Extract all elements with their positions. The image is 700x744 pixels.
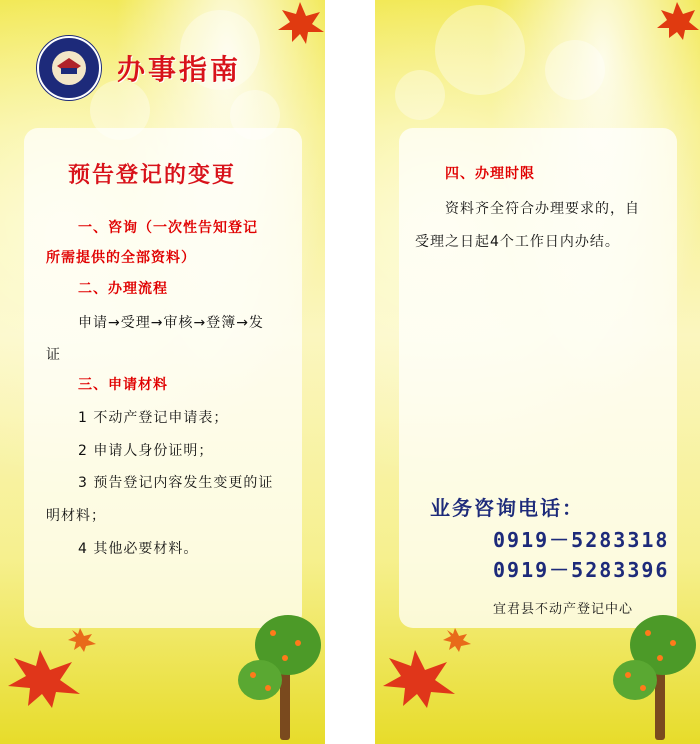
logo-emblem-icon bbox=[57, 58, 81, 78]
material-item-3-line1: 3 预告登记内容发生变更的证 bbox=[78, 475, 274, 491]
bokeh-light bbox=[435, 5, 525, 95]
fruit bbox=[645, 630, 651, 636]
maple-leaf-icon bbox=[270, 0, 325, 45]
consult-phone-label: 业务咨询电话： bbox=[430, 496, 584, 520]
fruit bbox=[265, 685, 271, 691]
material-item-2: 2 申请人身份证明； bbox=[78, 443, 214, 459]
tree-crown-small bbox=[613, 660, 657, 700]
registration-logo-icon bbox=[37, 36, 101, 100]
brand-title: 办事指南 bbox=[117, 53, 242, 86]
brand-header bbox=[37, 36, 241, 100]
phone-number-1: 0919－5283318 bbox=[493, 528, 670, 552]
fruit bbox=[640, 685, 646, 691]
fruit bbox=[295, 640, 301, 646]
fruit bbox=[270, 630, 276, 636]
fruit bbox=[282, 655, 288, 661]
right-panel bbox=[375, 0, 700, 744]
fruit bbox=[250, 672, 256, 678]
left-panel bbox=[0, 0, 325, 744]
maple-leaf-icon bbox=[375, 620, 485, 710]
section-consult-line1: 一、咨询（一次性告知登记 bbox=[78, 220, 258, 236]
bokeh-light bbox=[395, 70, 445, 120]
section-process-title: 二、办理流程 bbox=[78, 281, 168, 297]
section-consult-line2: 所需提供的全部资料） bbox=[46, 250, 196, 266]
fruit bbox=[657, 655, 663, 661]
process-line1: 申请→受理→审核→登簿→发 bbox=[78, 315, 264, 331]
bokeh-light bbox=[545, 40, 605, 100]
maple-leaf-icon bbox=[647, 0, 700, 40]
process-line2: 证 bbox=[46, 347, 61, 363]
phone-number-2: 0919－5283396 bbox=[493, 558, 670, 582]
material-item-3-line2: 明材料； bbox=[46, 508, 106, 524]
document-title: 预告登记的变更 bbox=[68, 163, 237, 188]
timelimit-line2: 受理之日起4个工作日内办结。 bbox=[415, 234, 620, 250]
section-materials-title: 三、申请材料 bbox=[78, 377, 168, 393]
fruit bbox=[670, 640, 676, 646]
maple-leaf-icon bbox=[0, 620, 110, 710]
organization-name: 宜君县不动产登记中心 bbox=[493, 602, 634, 617]
tree-crown-small bbox=[238, 660, 282, 700]
section-timelimit-title: 四、办理时限 bbox=[445, 166, 535, 182]
material-item-1: 1 不动产登记申请表； bbox=[78, 410, 229, 426]
fruit bbox=[625, 672, 631, 678]
timelimit-line1: 资料齐全符合办理要求的，自 bbox=[445, 201, 640, 217]
material-item-4: 4 其他必要材料。 bbox=[78, 541, 199, 557]
